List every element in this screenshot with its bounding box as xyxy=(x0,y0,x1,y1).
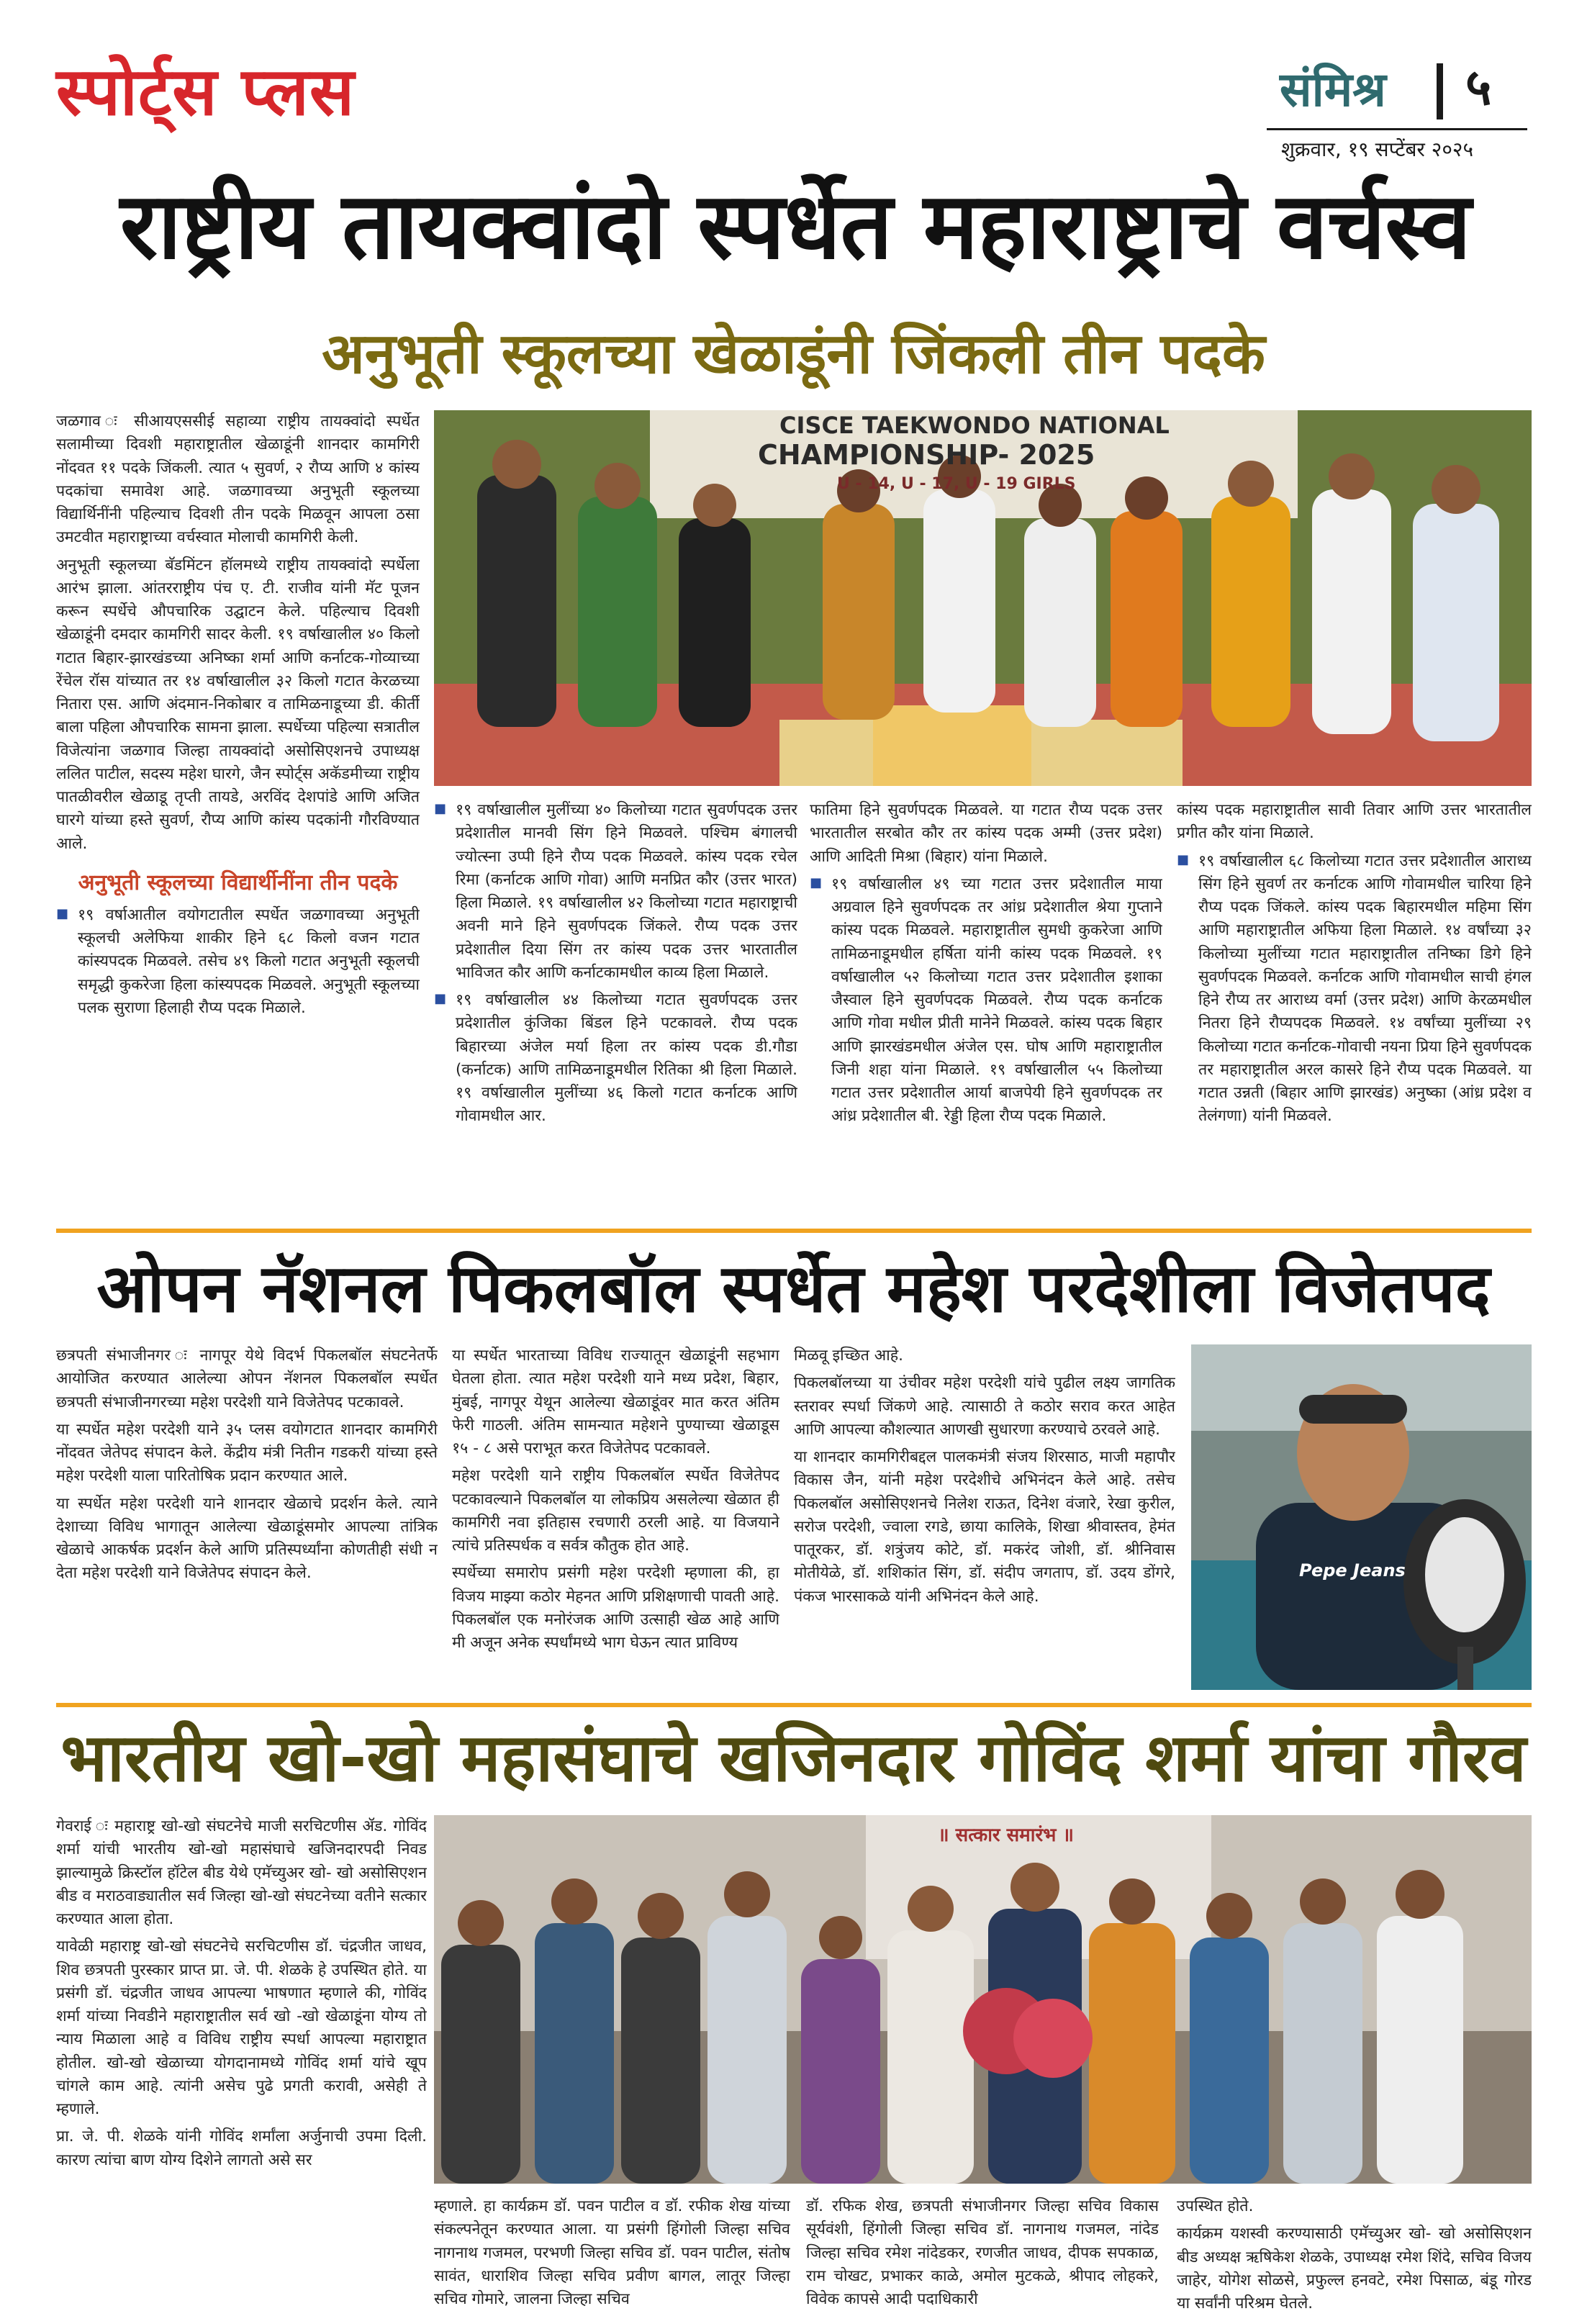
story3-col1-para: प्रा. जे. पी. शेळके यांनी गोविंद शर्मांला अर्जुनाची उपमा दिली. कारण त्यांचा बाण योग्य दिशेने लागतो असे सर xyxy=(56,2128,427,2169)
story1-col4-para: कांस्य पदक महाराष्ट्रातील सावी तिवार आणि उत्तर भारतातील प्रगीत कौर यांना मिळाले. xyxy=(1177,801,1532,843)
section-divider xyxy=(56,1703,1532,1707)
story3-column-2 xyxy=(434,2195,790,2314)
story1-column-1 xyxy=(56,410,420,1216)
photo-banner-line2: CHAMPIONSHIP- 2025 xyxy=(758,439,1095,471)
story1-col1-bullet: ■ १९ वर्षाआतील वयोगटातील स्पर्धेत जळगावच्या अनुभूती स्कूलची अलेफिया शाकीर हिने ६८ किलो वजन गटात कांस्यपदक मिळवले. तसेच ४९ किलो गटात अनुभूती स्कूलची समृद्धी कुकरेजा हिला कांस्यपदक मिळवले. अनुभूती स्कूलच्या पलक सुराणा हिलाही रौप्य पदक मिळाले. xyxy=(56,904,420,1020)
masthead-rule xyxy=(1267,128,1527,130)
story1-col3-para: फातिमा हिने सुवर्णपदक मिळवले. या गटात रौप्य पदक उत्तर भारतातील सरबोत कौर तर कांस्य पदक अम्मी (उत्तर प्रदेश) आणि आदिती मिश्रा (बिहार) यांना मिळाले. xyxy=(810,801,1162,866)
story2-column-2 xyxy=(452,1344,779,1690)
masthead-divider xyxy=(1437,63,1443,119)
story2-col3-para: पिकलबॉलच्या या उंचीवर महेश परदेशी यांचे पुढील लक्ष्य जागतिक स्तरावर स्पर्धा जिंकणे आहे. त्यासाठी ते कठोर सराव करत आहेत आणि आपल्या कौशल्यात आणखी सुधारणा करण्याचे ठरवले आहे. xyxy=(794,1374,1175,1439)
story1-inline-subhead: अनुभूती स्कूलच्या विद्यार्थीनींना तीन पदके xyxy=(78,869,398,895)
story1-col1-para: अनुभूती स्कूलच्या बॅडमिंटन हॉलमध्ये राष्ट्रीय तायक्वांदो स्पर्धेला आरंभ झाला. आंतरराष्ट्रीय पंच ए. टी. राजीव यांनी मॅट पूजन करून स्पर्धेचे औपचारिक उद्घाटन केले. पहिल्याच दिवशी खेळाडूंनी दमदार कामगिरी सादर केली. १९ वर्षाखालील ४० किलो गटात बिहार-झारखंडच्या अनिष्का शर्मा आणि कर्नाटक-गोव्याच्या रेंचेल रॉस यांच्यात तर १४ वर्षाखालील ३२ किलो गटात केरळच्या नितारा एस. आणि अंदमान-निकोबार व तामिळनाडूच्या डी. कीर्ती बाला पहिला औपचारिक सामना झाला. स्पर्धेच्या पहिल्या सत्रातील विजेत्यांना जळगाव जिल्हा तायक्वांदो असोसिएशनचे उपाध्यक्ष ललित पाटील, सदस्य महेश घारगे, जैन स्पोर्ट्स अकॅडमीच्या राष्ट्रीय पातळीवरील खेळाडू तृप्ती तायडे, अरविंद देशपांडे आणि अजित घारगे यांच्या हस्ते सुवर्ण, रौप्य आणि कांस्य पदकांनी गौरविण्यात आले. xyxy=(56,556,420,853)
story1-col3-bullet: ■ १९ वर्षाखालील ४९ च्या गटात उत्तर प्रदेशातील माया अग्रवाल हिने सुवर्णपदक तर आंध्र प्रदेशातील श्रेया गुप्ताने कांस्य पदक मिळवले. महाराष्ट्रातील सुमधी कुकरेजा आणि तामिळनाडूमधील हर्षिता यांनी कांस्य पदक मिळवले. १९ वर्षाखालील ५२ किलोच्या गटात उत्तर प्रदेशातील इशाका जैस्वाल हिने सुवर्णपदक मिळवले. रौप्य पदक कर्नाटक आणि गोवा मधील प्रीती मानेने मिळवले. कांस्य पदक बिहार आणि झारखंडमधील अंजेल एस. घोष आणि महाराष्ट्रातील जिनी शहा यांना मिळाले. १९ वर्षाखालील ५५ किलोच्या गटात उत्तर प्रदेशातील आर्या बाजपेयी हिने सुवर्णपदक तर आंध्र प्रदेशातील बी. रेड्डी हिला रौप्य पदक मिळाले. xyxy=(810,873,1162,1129)
story2-col2-para: या स्पर्धेत भारताच्या विविध राज्यातून खेळाडूंनी सहभाग घेतला होता. त्यात महेश परदेशी याने मध्य प्रदेश, बिहार, मुंबई, नागपूर येथून आलेल्या खेळाडूंवर मात करत अंतिम फेरी गाठली. अंतिम सामन्यात महेशने पुण्याच्या खेळाडूस १५ - ८ असे पराभूत करत विजेतेपद पटकावले. xyxy=(452,1347,779,1457)
story2-col1-para: छत्रपती संभाजीनगर ः नागपूर येथे विदर्भ पिकलबॉल संघटनेतर्फे आयोजित करण्यात आलेल्या ओपन नॅशनल पिकलबॉल स्पर्धेत छत्रपती संभाजीनगरच्या महेश परदेशी याने विजेतेपद पटकावले. xyxy=(56,1347,438,1411)
story1-col1-para: जळगाव ः सीआयएससीई सहाव्या राष्ट्रीय तायक्वांदो स्पर्धेत सलामीच्या दिवशी महाराष्ट्रातील खेळाडूंनी शानदार कामगिरी नोंदवत ११ पदके जिंकली. त्यात ५ सुवर्ण, २ रौप्य आणि ४ कांस्य पदकांचा समावेश आहे. जळगावच्या अनुभूती स्कूलच्या विद्यार्थिनींनी पहिल्याच दिवशी तीन पदके मिळवून आपला ठसा उमटवीत महाराष्ट्राच्या वर्चस्वात मोलाची कामगिरी केली. xyxy=(56,412,420,547)
story3-column-1 xyxy=(56,1815,427,2312)
story3-col1-para: गेवराई ः महाराष्ट्र खो-खो संघटनेचे माजी सरचिटणीस ॲड. गोविंद शर्मा यांची भारतीय खो-खो महासंघाचे खजिनदारपदी निवड झाल्यामुळे क्रिस्टॉल हॉटेल बीड येथे एमॅच्युअर खो- खो असोसिएशन बीड व मराठवाड्यातील सर्व जिल्हा खो-खो संघटनेच्या वतीने सत्कार करण्यात आला होता. xyxy=(56,1817,427,1928)
story3-col1-para: यावेळी महाराष्ट्र खो-खो संघटनेचे सरचिटणीस डॉ. चंद्रजीत जाधव, शिव छत्रपती पुरस्कार प्राप्त प्रा. जे. पी. शेळके हे उपस्थित होते. या प्रसंगी डॉ. चंद्रजीत जाधव आपल्या भाषणात म्हणाले की, गोविंद शर्मा यांच्या निवडीने महाराष्ट्रातील सर्व खो -खो खेळाडूंना योग्य तो न्याय मिळाला आहे व विविध राष्ट्रीय स्पर्धा आपल्या महाराष्ट्रात होतील. खो-खो खेळाच्या योगदानामध्ये गोविंद शर्मा यांचे खूप चांगले काम आहे. त्यांनी असेच पुढे प्रगती करावी, असेही ते म्हणाले. xyxy=(56,1938,427,2118)
story1-col4-bullet: ■ १९ वर्षाखालील ६८ किलोच्या गटात उत्तर प्रदेशातील आराध्य सिंग हिने सुवर्ण तर कर्नाटक आणि गोवामधील चारिया हिने रौप्य पदक जिंकले. कांस्य पदक बिहारमधील महिमा सिंग आणि महाराष्ट्रातील अफिया हिला मिळाले. १४ वर्षांच्या ३२ किलोच्या मुलींच्या गटात महाराष्ट्रातील तनिष्का डिगे हिने सुवर्णपदक मिळवले. कर्नाटक आणि गोवामधील साची हंगल हिने रौप्य तर आराध्य वर्मा (उत्तर प्रदेश) आणि केरळमधील नितरा हिने रौप्यपदक मिळवले. १४ वर्षांच्या मुलींच्या २९ किलोच्या गटात कर्नाटक-गोवाची नयना प्रिया हिने सुवर्णपदक तर महाराष्ट्रातील अरल कासरे हिने रौप्य पदक मिळवले. या गटात उन्नती (बिहार आणि झारखंड) अनुष्का (आंध्र प्रदेश व तेलंगणा) यांनी मिळवले. xyxy=(1177,850,1532,1129)
story1-column-2 xyxy=(434,799,797,1216)
story1-headline: राष्ट्रीय तायक्वांदो स्पर्धेत महाराष्ट्राचे वर्चस्व xyxy=(119,173,1471,280)
photo-banner-line1: CISCE TAEKWONDO NATIONAL xyxy=(779,412,1170,439)
story2-col2-para: स्पर्धेच्या समारोप प्रसंगी महेश परदेशी म्हणाला की, हा विजय माझ्या कठोर मेहनत आणि प्रशिक्षणाची पावती आहे. पिकलबॉल एक मनोरंजक आणि उत्साही खेळ आहे आणि मी अजून अनेक स्पर्धांमध्ये भाग घेऊन त्यात प्राविण्य xyxy=(452,1564,779,1652)
story2-col3-para: या शानदार कामगिरीबद्दल पालकमंत्री संजय शिरसाठ, माजी महापौर विकास जैन, यांनी महेश परदेशीचे अभिनंदन केले आहे. तसेच पिकलबॉल असोसिएशनचे निलेश राऊत, दिनेश वंजारे, रेखा कुरील, सरोज परदेशी, ज्वाला रगडे, छाया कालिके, शिखा श्रीवास्तव, हेमंत पातूरकर, डॉ. शत्रुंजय कोटे, डॉ. मकरंद जोशी, डॉ. श्रीनिवास मोतीयेळे, डॉ. शशिकांत सिंग, डॉ. संदीप जगताप, डॉ. उदय डोंगरे, पंकज भारसाकळे यांनी अभिनंदन केले आहे. xyxy=(794,1448,1175,1606)
section-divider xyxy=(56,1229,1532,1233)
story1-column-4 xyxy=(1177,799,1532,1216)
story1-col2-bullet: ■ १९ वर्षाखालील मुलींच्या ४० किलोच्या गटात सुवर्णपदक उत्तर प्रदेशातील मानवी सिंग हिने मिळवले. पश्चिम बंगालची ज्योत्स्ना उप्पी हिने रौप्य पदक मिळवले. कांस्य पदक रचेल रिमा (कर्नाटक आणि गोवा) आणि मनप्रित कौर (उत्तर भारत) हिला मिळाले. १९ वर्षाखालील ४२ किलोच्या गटात महाराष्ट्राची अवनी माने हिने सुवर्णपदक जिंकले. रौप्य पदक उत्तर प्रदेशातील दिया सिंग तर कांस्य पदक उत्तर भारतातील भाविजत कौर आणि कर्नाटकामधील काव्य हिला मिळाले. xyxy=(434,799,797,985)
story3-column-3 xyxy=(806,2195,1159,2314)
story1-subheadline: अनुभूती स्कूलच्या खेळाडूंनी जिंकली तीन पदके xyxy=(322,322,1265,386)
story2-column-3 xyxy=(794,1344,1175,1690)
story2-col3-para: मिळवू इच्छित आहे. xyxy=(794,1347,903,1365)
photo-shirt-text: Pepe Jeans xyxy=(1299,1560,1406,1581)
issue-date: शुक्रवार, १९ सप्टेंबर २०२५ xyxy=(1281,137,1474,161)
story3-column-4 xyxy=(1177,2195,1532,2314)
story3-photo xyxy=(434,1815,1532,2184)
story2-column-1 xyxy=(56,1344,438,1690)
story3-col3-para: डॉ. रफिक शेख, छत्रपती संभाजीनगर जिल्हा सचिव विकास सूर्यवंशी, हिंगोली जिल्हा सचिव डॉ. नागनाथ गजमल, नांदेड जिल्हा सचिव रमेश नांदेडकर, रणजीत जाधव, दीपक सपकाळ, राम चोखट, प्रभाकर काळे, अमोल मुटकळे, श्रीपाद लोहकरे, विवेक कापसे आदी पदाधिकारी xyxy=(806,2197,1159,2308)
page-number: ५ xyxy=(1465,58,1492,117)
story2-col2-para: महेश परदेशी याने राष्ट्रीय पिकलबॉल स्पर्धेत विजेतेपद पटकावल्याने पिकलबॉल या लोकप्रिय असलेल्या खेळात ही कामगिरी नवा इतिहास रचणारी ठरली आहे. या विजयाने त्यांचे प्रतिस्पर्धक व सर्वत्र कौतुक होत आहे. xyxy=(452,1467,779,1555)
story2-col1-para: या स्पर्धेत महेश परदेशी याने शानदार खेळाचे प्रदर्शन केले. त्याने देशाच्या विविध भागातून आलेल्या खेळाडूंसमोर आपल्या तांत्रिक खेळाचे आकर्षक प्रदर्शन केले आणि प्रतिस्पर्ध्यांना कोणतीही संधी न देता महेश परदेशी याने विजेतेपद संपादन केले. xyxy=(56,1494,438,1583)
story3-headline: भारतीय खो-खो महासंघाचे खजिनदार गोविंद शर्मा यांचा गौरव xyxy=(60,1719,1527,1796)
brand-title: स्पोर्ट्स प्लस xyxy=(56,53,356,130)
section-label: संमिश्र xyxy=(1280,62,1386,117)
story1-photo xyxy=(434,410,1532,786)
story2-headline: ओपन नॅशनल पिकलबॉल स्पर्धेत महेश परदेशीला विजेतपद xyxy=(96,1250,1491,1327)
story1-col2-bullet: ■ १९ वर्षाखालील ४४ किलोच्या गटात सुवर्णपदक उत्तर प्रदेशातील कुंजिका बिंडल हिने पटकावले. रौप्य पदक बिहारच्या अंजेल मर्या हिला तर कांस्य पदक डी.गौडा (कर्नाटक) आणि तामिळनाडूमधील रितिका श्री हिला मिळाले. १९ वर्षाखालील मुलींच्या ४६ किलो गटात कर्नाटक आणि गोवामधील आर. xyxy=(434,989,797,1129)
story3-col4-para: उपस्थित होते. xyxy=(1177,2197,1254,2215)
photo-banner-line3: U - 14, U - 17, U - 19 GIRLS xyxy=(837,475,1076,493)
story1-column-3 xyxy=(810,799,1162,1216)
photo-banner: ॥ सत्कार समारंभ ॥ xyxy=(938,1825,1075,1846)
story3-col4-para: कार्यक्रम यशस्वी करण्यासाठी एमॅच्युअर खो- खो असोसिएशन बीड अध्यक्ष ऋषिकेश शेळके, उपाध्यक्ष रमेश शिंदे, सचिव विजय जाहेर, योगेश सोळसे, प्रफुल्ल हनवटे, रमेश पिसाळ, बंडू गोरड या सर्वांनी परिश्रम घेतले. xyxy=(1177,2225,1532,2312)
story2-col1-para: या स्पर्धेत महेश परदेशी याने ३५ प्लस वयोगटात शानदार कामगिरी नोंदवत जेतेपद संपादन केले. केंद्रीय मंत्री नितीन गडकरी यांच्या हस्ते महेश परदेशी याला पारितोषिक प्रदान करण्यात आले. xyxy=(56,1420,438,1486)
story3-col2-para: म्हणाले. हा कार्यक्रम डॉ. पवन पाटील व डॉ. रफीक शेख यांच्या संकल्पनेतून करण्यात आला. या प्रसंगी हिंगोली जिल्हा सचिव नागनाथ गजमल, परभणी जिल्हा सचिव डॉ. पवन पाटील, संतोष सावंत, धाराशिव जिल्हा सचिव प्रवीण बागल, लातूर जिल्हा सचिव गोमारे, जालना जिल्हा सचिव xyxy=(434,2197,790,2308)
story2-photo xyxy=(1191,1344,1532,1690)
